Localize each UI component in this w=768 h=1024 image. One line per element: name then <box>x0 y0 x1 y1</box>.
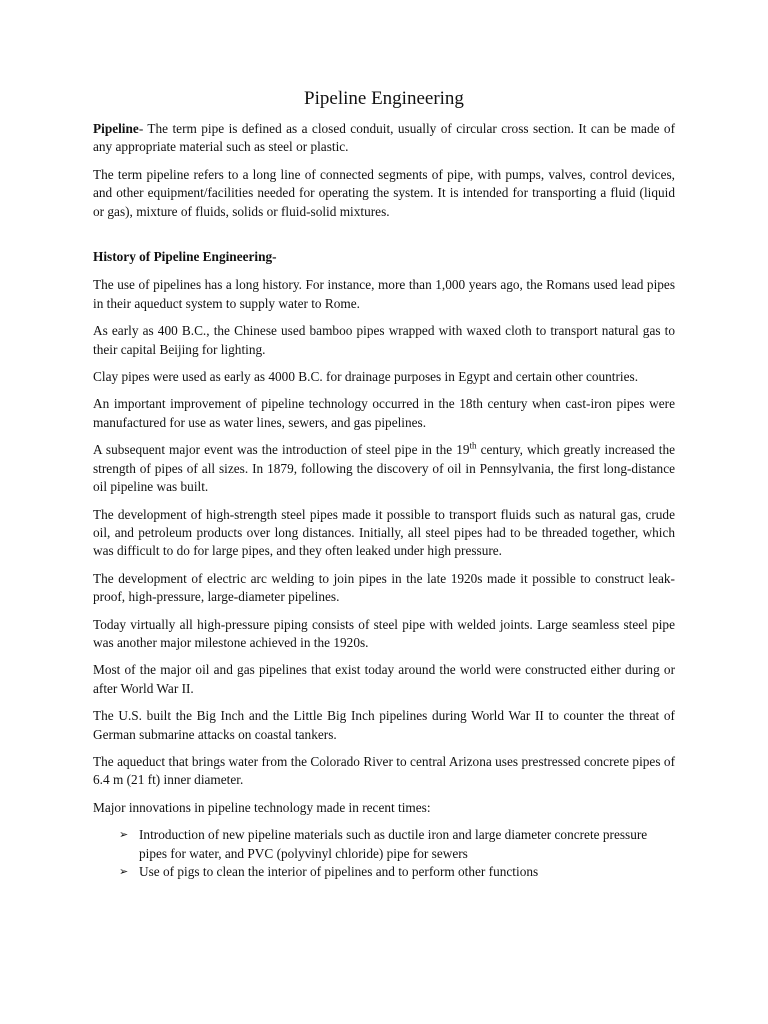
arrowhead-bullet-icon: ➢ <box>119 865 129 878</box>
pipeline-definition <box>93 120 675 157</box>
history-paragraph-high-strength: The development of high-strength steel pipes made it possible to transport fluids such as natural gas, crude oil, and petroleum products over long distances. Initially, all steel pipes had to be threaded together, which was difficult to do for large pipes, and they often leaked under high pressure. <box>93 506 675 559</box>
history-paragraph-cast-iron: An important improvement of pipeline technology occurred in the 18th century when cast-iron pipes were manufactured for use as water lines, sewers, and gas pipelines. <box>93 396 675 430</box>
history-paragraph-seamless: Today virtually all high-pressure piping consists of steel pipe with welded joints. Large seamless steel pipe was another major milestone achieved in the 1920s. <box>93 616 675 650</box>
superscript-th: th <box>469 440 477 451</box>
pipeline-term: Pipeline <box>93 121 139 136</box>
list-item-text: Use of pigs to clean the interior of pipelines and to perform other functions <box>139 864 539 879</box>
document-page <box>93 87 675 881</box>
history-paragraph-innovations: Major innovations in pipeline technology made in recent times: <box>93 799 431 815</box>
steel-text-start: A subsequent major event was the introduction of steel pipe in the 19 <box>93 442 470 458</box>
history-paragraph-welding: The development of electric arc welding to join pipes in the late 1920s made it possible to construct leak-proof, high-pressure, large-diameter pipelines. <box>93 570 675 605</box>
page-title: Pipeline Engineering <box>304 88 464 109</box>
history-paragraph-wwii: Most of the major oil and gas pipelines that exist today around the world were constructed either during or after World War II. <box>93 662 675 696</box>
history-paragraph-chinese: As early as 400 B.C., the Chinese used bamboo pipes wrapped with waxed cloth to transport natural gas to their capital Beijing for lighting. <box>93 323 675 357</box>
history-paragraph-steel <box>93 441 675 496</box>
arrowhead-bullet-icon: ➢ <box>119 828 129 842</box>
history-paragraph-clay: Clay pipes were used as early as 4000 B.C. for drainage purposes in Egypt and certain other countries. <box>93 369 639 385</box>
history-paragraph-big-inch: The U.S. built the Big Inch and the Little Big Inch pipelines during World War II to counter the threat of German submarine attacks on coastal tankers. <box>93 708 675 742</box>
pipeline-description: The term pipeline refers to a long line of connected segments of pipe, with pumps, valves, control devices, and other equipment/facilities needed for operating the system. It is intended for transporting a fluid (liquid or gas), mixture of fluids, solids or fluid-solid mixtures. <box>93 166 675 219</box>
history-paragraph-aqueduct: The aqueduct that brings water from the Colorado River to central Arizona uses prestressed concrete pipes of 6.4 m (21 ft) inner diameter. <box>93 753 675 788</box>
steel-text-end: century, which greatly increased the strength of pipes of all sizes. In 1879, following the discovery of oil in Pennsylvania, the first long-distance oil pipeline was built. <box>93 442 675 495</box>
history-paragraph-romans: The use of pipelines has a long history. For instance, more than 1,000 years ago, the Romans used lead pipes in their aqueduct system to supply water to Rome. <box>93 277 675 311</box>
innovations-list <box>93 826 675 881</box>
list-item <box>119 863 675 881</box>
list-item <box>119 826 675 863</box>
pipeline-definition-text: - The term pipe is defined as a closed conduit, usually of circular cross section. It can be made of any appropriate material such as steel or plastic. <box>93 121 675 155</box>
history-heading: History of Pipeline Engineering- <box>93 249 277 265</box>
list-item-text: Introduction of new pipeline materials such as ductile iron and large diameter concrete pressure pipes for water, and PVC (polyvinyl chloride) pipe for sewers <box>139 827 648 861</box>
